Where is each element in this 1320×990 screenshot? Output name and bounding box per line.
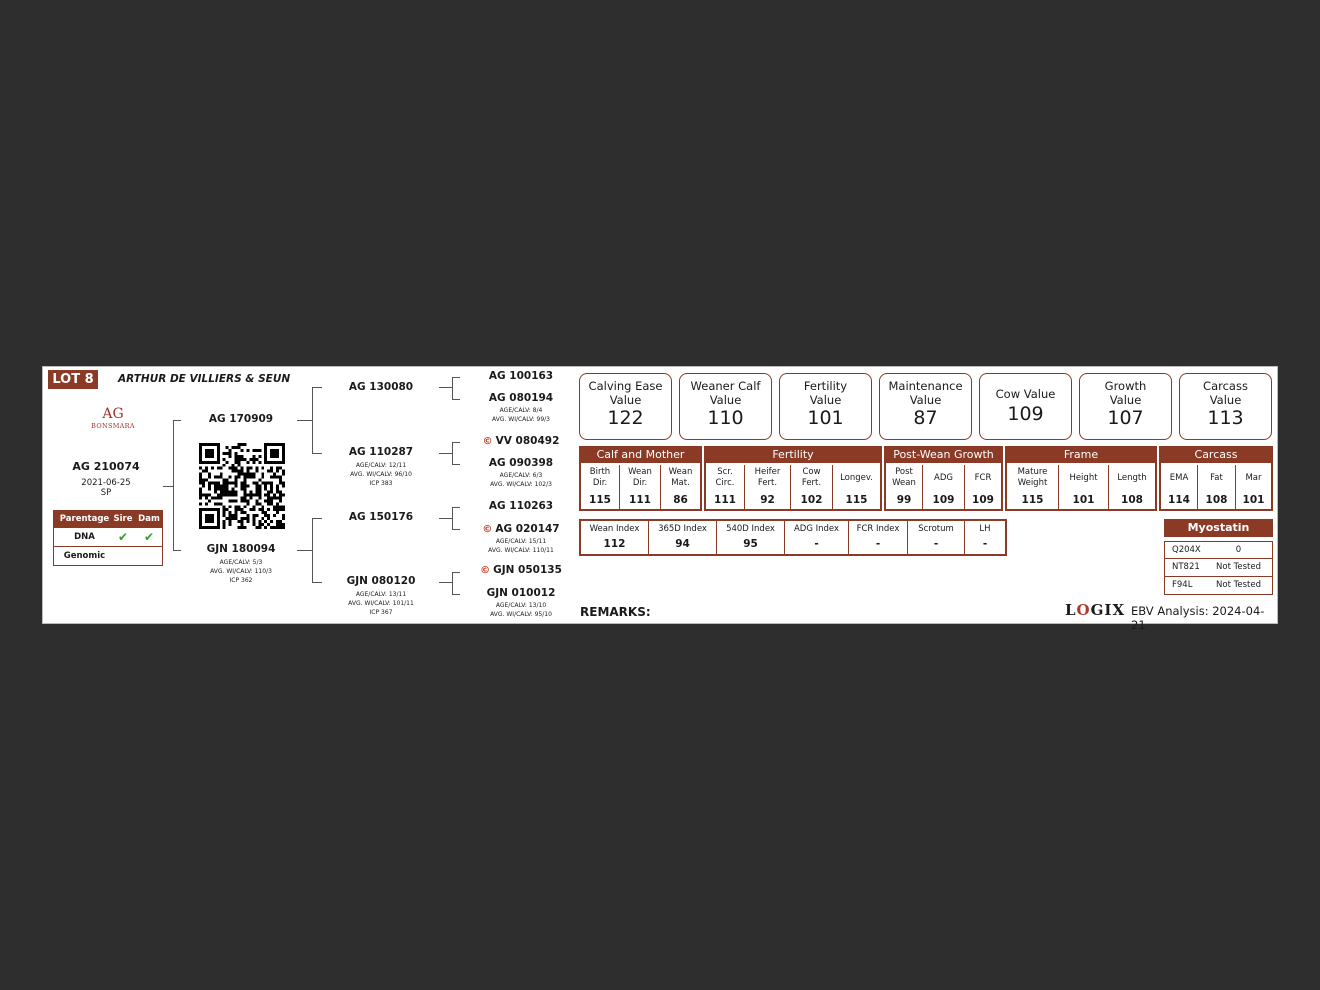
group-post-wean-growth: Post-Wean Growth: [884, 446, 1003, 463]
connector-line: [439, 387, 452, 388]
parentage-header: [54, 511, 162, 527]
parentage-table: [53, 510, 163, 566]
sd-avg-wi: AVG. WI/CALV: 96/10: [350, 471, 412, 478]
connector-line: [173, 420, 174, 550]
value-number: 122: [607, 407, 644, 429]
parentage-col-sire: Sire: [113, 514, 133, 524]
connector-line: [439, 582, 452, 583]
dds-id: GJN 050135: [493, 564, 562, 576]
registered-icon: ©: [480, 565, 491, 576]
myostatin-row-nt821: NT821 Not Tested: [1164, 559, 1273, 577]
registered-icon: ©: [482, 436, 493, 447]
value-box-carcass: [1179, 373, 1272, 440]
myostatin-header: Myostatin: [1164, 519, 1273, 537]
ddd-age-calv: AGE/CALV: 13/10: [495, 602, 547, 609]
dsd-id: AG 020147: [495, 523, 560, 535]
trait-longev: Longev. 115: [840, 472, 873, 506]
connector-line: [312, 582, 322, 583]
index-365d: 365D Index 94: [649, 520, 717, 554]
dam-icp: ICP 362: [229, 577, 253, 584]
parentage-row-genomic: [54, 546, 162, 565]
connector-line: [297, 420, 312, 421]
connector-line: [452, 399, 460, 400]
animal-id: AG 210074: [72, 460, 140, 473]
registered-icon: ©: [482, 524, 493, 535]
sdd-age-calv: AGE/CALV: 6/3: [499, 472, 543, 479]
value-label: Calving Ease Value: [588, 379, 663, 407]
trait-fat: Fat 108: [1198, 465, 1236, 511]
value-box-cow-value: [979, 373, 1072, 440]
trait-cow-fert: Cow Fert. 102: [791, 465, 833, 511]
connector-line: [163, 486, 173, 487]
dsd-avg-wi: AVG. WI/CALV: 110/11: [488, 547, 554, 554]
trait-adg: ADG 109: [923, 465, 965, 511]
trait-heifer-fert: Heifer Fert. 92: [745, 465, 791, 511]
connector-line: [452, 377, 453, 399]
connector-line: [452, 442, 453, 464]
connector-line: [312, 387, 313, 453]
connector-line: [439, 453, 452, 454]
parentage-row-dam: [136, 547, 162, 565]
dd-id: GJN 080120: [346, 575, 416, 587]
parentage-row-label: DNA: [74, 532, 95, 542]
value-label: Fertility Value: [803, 379, 848, 407]
animal-dob-block: [53, 478, 159, 498]
sd-id: AG 110287: [348, 446, 414, 458]
value-box-fertility: [779, 373, 872, 440]
sdd-avg-wi: AVG. WI/CALV: 102/3: [490, 481, 552, 488]
owner-name: ARTHUR DE VILLIERS & SEUN: [118, 373, 291, 385]
connector-line: [452, 529, 460, 530]
animal-dob: 2021-06-25: [81, 478, 131, 488]
trait-mature-weight: Mature Weight 115: [1007, 465, 1059, 511]
sd-age-calv: AGE/CALV: 12/11: [355, 462, 407, 469]
connector-line: [452, 507, 460, 508]
qr-code: [199, 443, 285, 529]
ssd-age-calv: AGE/CALV: 8/4: [499, 407, 543, 414]
myostatin-row-q204x: Q204X 0: [1164, 541, 1273, 559]
parentage-row-label: Genomic: [63, 551, 106, 561]
trait-length: Length 108: [1117, 472, 1147, 506]
value-number: 107: [1107, 407, 1144, 429]
connector-line: [452, 594, 460, 595]
sire-id: AG 170909: [208, 413, 274, 425]
sdd-meta: [473, 471, 569, 489]
connector-line: [173, 420, 181, 421]
check-icon: ✔: [117, 530, 129, 544]
value-number: 113: [1207, 407, 1244, 429]
parentage-col-label: Parentage: [59, 514, 110, 524]
dss-id: AG 110263: [488, 500, 554, 512]
value-box-calving-ease: [579, 373, 672, 440]
sds-row: [473, 435, 569, 447]
dd-icp: ICP 367: [369, 609, 393, 616]
trait-scr-circ: Scr. Circ. 111: [706, 465, 745, 511]
logo-breed: BONSMARA: [91, 422, 135, 430]
value-number: 87: [913, 407, 938, 429]
lot-badge: LOT 8: [48, 370, 98, 389]
sdd-id: AG 090398: [488, 457, 554, 469]
logo-mark: AG: [102, 406, 124, 422]
dsd-meta: [473, 537, 569, 555]
connector-line: [452, 507, 453, 529]
ddd-meta: [473, 601, 569, 619]
trait-wean-mat: Wean Mat. 86: [668, 467, 693, 506]
group-frame: Frame: [1005, 446, 1157, 463]
connector-line: [312, 453, 322, 454]
dsd-age-calv: AGE/CALV: 15/11: [495, 538, 547, 545]
check-icon: ✔: [143, 530, 155, 544]
connector-line: [173, 550, 181, 551]
logix-logo: LOGIX: [1065, 601, 1126, 619]
connector-line: [312, 387, 322, 388]
ssd-avg-wi: AVG. WI/CALV: 99/3: [491, 416, 550, 423]
dd-meta: [333, 590, 429, 617]
ss-id: AG 130080: [348, 381, 414, 393]
value-box-maintenance: [879, 373, 972, 440]
dd-age-calv: AGE/CALV: 13/11: [355, 591, 407, 598]
trait-ema: EMA 114: [1161, 465, 1198, 511]
index-540d: 540D Index 95: [717, 520, 785, 554]
myostatin-row-f94l: F94L Not Tested: [1164, 577, 1273, 595]
parentage-row-dna: [54, 527, 162, 546]
sds-id: VV 080492: [495, 435, 560, 447]
ddd-avg-wi: AVG. WI/CALV: 95/10: [490, 611, 552, 618]
ssd-meta: [473, 406, 569, 424]
sss-id: AG 100163: [488, 370, 554, 382]
trait-mar: Mar 101: [1242, 472, 1265, 506]
ddd-id: GJN 010012: [486, 587, 556, 599]
parentage-col-dam: Dam: [138, 514, 160, 524]
trait-height: Height 101: [1059, 465, 1109, 511]
remarks-label: REMARKS:: [580, 605, 651, 619]
lot-card: [42, 366, 1278, 632]
connector-line: [452, 442, 460, 443]
sd-icp: ICP 383: [369, 480, 393, 487]
animal-status: SP: [100, 488, 112, 498]
dd-avg-wi: AVG. WI/CALV: 101/11: [348, 600, 414, 607]
value-number: 110: [707, 407, 744, 429]
connector-line: [452, 464, 460, 465]
ebv-analysis-date: EBV Analysis: 2024-04-21: [1131, 604, 1265, 632]
bonsmara-logo: [85, 401, 141, 445]
index-adg: ADG Index -: [785, 520, 849, 554]
trait-fcr: FCR 109: [972, 472, 994, 506]
value-number: 101: [807, 407, 844, 429]
ds-id: AG 150176: [348, 511, 414, 523]
value-label: Growth Value: [1104, 379, 1147, 407]
value-label: Cow Value: [995, 387, 1056, 401]
dds-row: [473, 564, 569, 576]
trait-post-wean: Post Wean 99: [886, 465, 923, 511]
dam-id: GJN 180094: [206, 543, 276, 555]
group-carcass: Carcass: [1159, 446, 1273, 463]
value-number: 109: [1007, 403, 1044, 425]
connector-line: [312, 518, 313, 582]
trait-birth-dir: Birth Dir. 115: [581, 465, 620, 511]
dsd-row: [473, 523, 569, 535]
value-box-weaner-calf: [679, 373, 772, 440]
value-label: Weaner Calf Value: [690, 379, 761, 407]
connector-line: [297, 550, 312, 551]
dam-meta: [193, 558, 289, 585]
dam-age-calv: AGE/CALV: 5/3: [219, 559, 263, 566]
value-box-growth: [1079, 373, 1172, 440]
sd-meta: [333, 461, 429, 488]
index-wean: Wean Index 112: [581, 520, 649, 554]
trait-wean-dir: Wean Dir. 111: [620, 465, 661, 511]
dam-avg-wi: AVG. WI/CALV: 110/3: [210, 568, 272, 575]
connector-line: [452, 572, 460, 573]
value-label: Maintenance Value: [888, 379, 963, 407]
group-fertility: Fertility: [704, 446, 882, 463]
connector-line: [439, 518, 452, 519]
connector-line: [452, 377, 460, 378]
index-fcr: FCR Index -: [849, 520, 908, 554]
parentage-row-sire: [110, 547, 136, 565]
index-lh: LH -: [979, 524, 991, 550]
connector-line: [312, 518, 322, 519]
ssd-id: AG 080194: [488, 392, 554, 404]
group-calf-and-mother: Calf and Mother: [579, 446, 702, 463]
index-scrotum: Scrotum -: [908, 520, 965, 554]
connector-line: [452, 572, 453, 594]
value-label: Carcass Value: [1203, 379, 1248, 407]
